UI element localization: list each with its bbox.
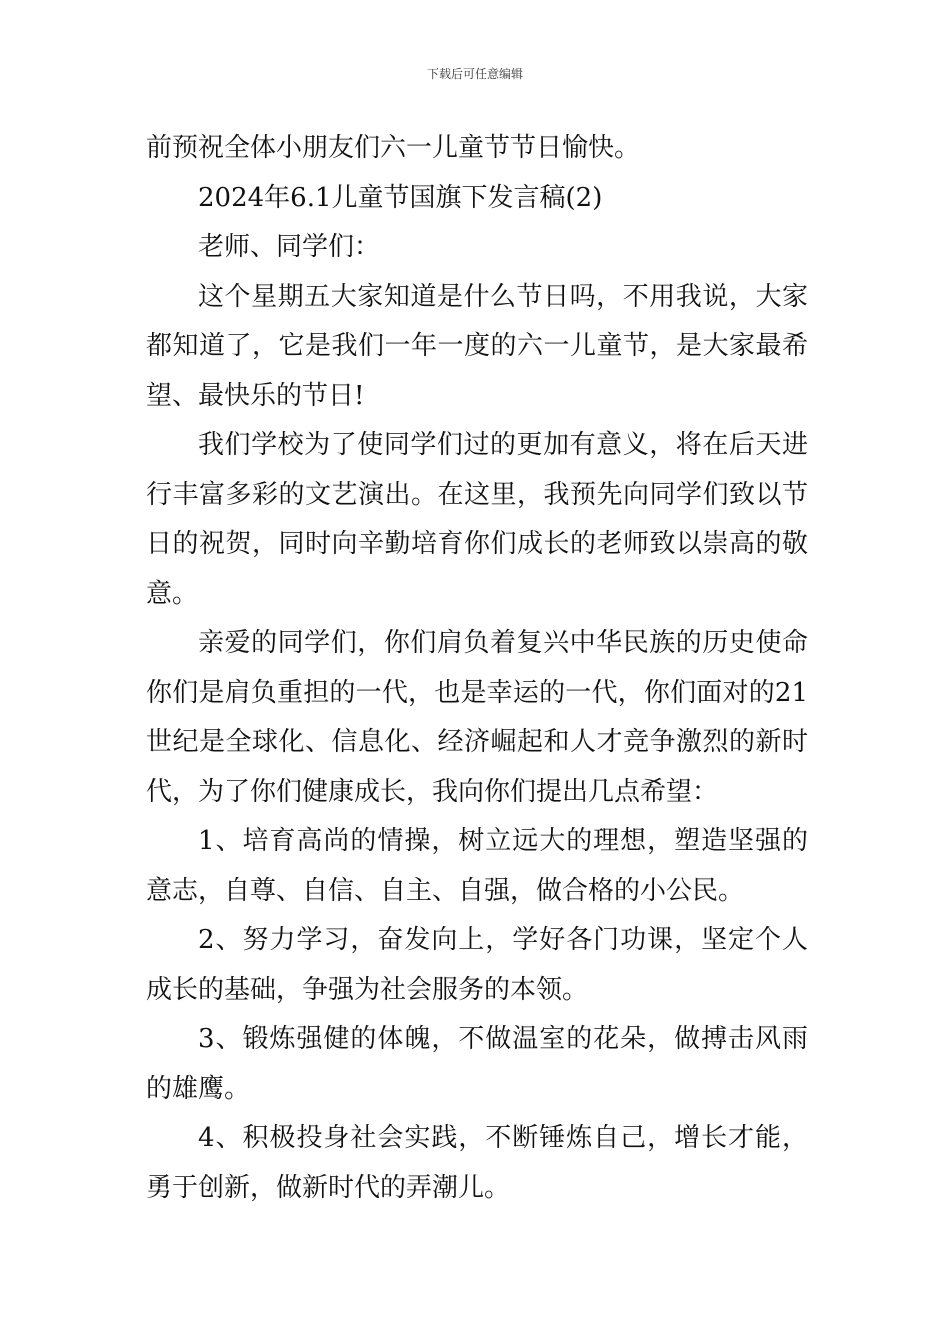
page-header-note: 下载后可任意编辑 [426, 67, 523, 81]
paragraph: 我们学校为了使同学们过的更加有意义，将在后天进行丰富多彩的文艺演出。在这里，我预先向同学们致以节日的祝贺，同时向辛勤培育你们成长的老师致以崇高的敬意。 [146, 430, 808, 609]
paragraph: 亲爱的同学们，你们肩负着复兴中华民族的历史使命你们是肩负重担的一代，也是幸运的一代，你们面对的21世纪是全球化、信息化、经济崛起和人才竞争激烈的新时代，为了你们健康成长，我向你们提出几点希望： [146, 628, 808, 807]
paragraph-continuation: 前预祝全体小朋友们六一儿童节节日愉快。 [146, 133, 641, 163]
list-item: 3、锻炼强健的体魄，不做温室的花朵，做搏击风雨的雄鹰。 [146, 1024, 808, 1104]
document-body [146, 124, 808, 1213]
paragraph: 这个星期五大家知道是什么节日吗，不用我说，大家都知道了，它是我们一年一度的六一儿童节，是大家最希望、最快乐的节日! [146, 281, 808, 411]
section-title: 2024年6.1儿童节国旗下发言稿(2) [198, 182, 603, 213]
list-item: 4、积极投身社会实践，不断锤炼自己，增长才能，勇于创新，做新时代的弄潮儿。 [146, 1123, 808, 1203]
list-item: 1、培育高尚的情操，树立远大的理想，塑造坚强的意志，自尊、自信、自主、自强，做合格的小公民。 [146, 826, 808, 906]
salutation: 老师、同学们： [198, 232, 381, 262]
list-item: 2、努力学习，奋发向上，学好各门功课，坚定个人成长的基础，争强为社会服务的本领。 [146, 925, 808, 1005]
